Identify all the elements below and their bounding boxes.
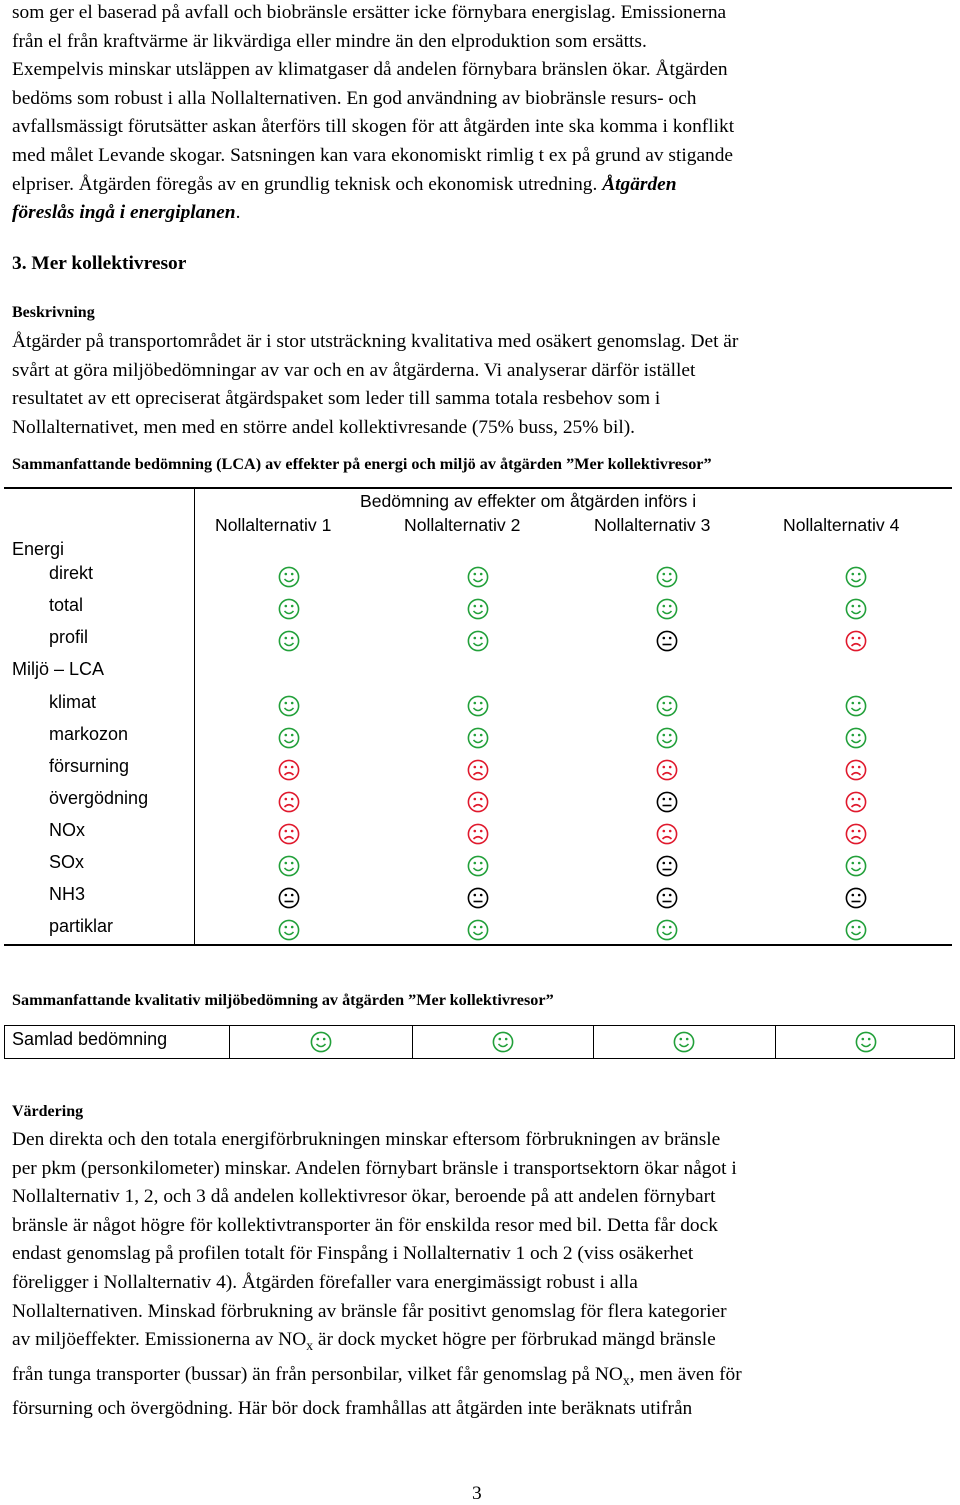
table-divider [229,1025,230,1059]
happy-face-icon [855,1031,877,1053]
text-line: Nollalternativen. Minskad förbrukning av bränsle får positivt genomslag för flera kategorier [12,1300,727,1322]
sad-face-icon [656,823,678,845]
text-line: per pkm (personkilometer) minskar. Andelen förnybart bränsle i transportsektorn ökar något i [12,1157,737,1179]
table-divider [412,1025,413,1059]
emphasis-text: föreslås ingå i energiplanen [12,202,236,224]
evaluation-paragraph [12,1126,947,1424]
sad-face-icon [845,823,867,845]
text-fragment: . [235,202,241,224]
description-heading: Beskrivning [12,304,95,321]
text-line: Exempelvis minskar utsläppen av klimatgaser då andelen förnybara bränslen ökar. Åtgärden [12,59,728,81]
row-label: SOx [49,852,85,872]
table-divider [194,488,195,944]
text-line: som ger el baserad på avfall och biobränsle ersätter icke förnybara energislag. Emissionerna [12,2,727,23]
happy-face-icon [492,1031,514,1053]
page-number: 3 [472,1483,482,1504]
happy-face-icon [845,695,867,717]
happy-face-icon [278,630,300,652]
text-fragment: av miljöeffekter. Emissionerna av NO [12,1329,307,1351]
row-label: NH3 [49,884,86,904]
text-line: bränsle är något högre för kollektivtransporter än för enskilda resor med bil. Detta får dock [12,1214,718,1236]
text-line: med målet Levande skogar. Satsningen kan vara ekonomiskt rimlig t ex på grund av stigande [12,144,734,166]
happy-face-icon [467,919,489,941]
table-divider [775,1025,776,1059]
text-line [12,199,947,228]
table-bottom-border [4,944,952,946]
text-line: föreligger i Nollalternativ 4). Åtgärden förefaller vara energimässigt robust i alla [12,1271,638,1293]
table-divider [593,1025,594,1059]
column-header: Nollalternativ 3 [594,515,711,535]
evaluation-heading: Värdering [12,1103,84,1120]
happy-face-icon [467,855,489,877]
text-line: Åtgärder på transportområdet är i stor utsträckning kvalitativa med osäkert genomslag. Det är [12,331,739,352]
happy-face-icon [467,695,489,717]
neutral-face-icon [656,855,678,877]
text-line: avfallsmässigt förutsätter askan återförs till skogen för att åtgärden inte ska komma i konflikt [12,116,735,138]
happy-face-icon [278,855,300,877]
sad-face-icon [845,791,867,813]
sad-face-icon [845,630,867,652]
sad-face-icon [467,823,489,845]
row-label: NOx [49,820,85,840]
sad-face-icon [278,759,300,781]
row-label: total [49,595,84,615]
section-heading: 3. Mer kollektivresor [12,253,187,274]
row-label: klimat [49,692,97,712]
happy-face-icon [278,727,300,749]
happy-face-icon [845,855,867,877]
text-line: resultatet av ett opreciserat åtgärdspaket som leder till samma totala resbehov som i [12,388,661,410]
section-label-energy: Energi [12,539,65,559]
sad-face-icon [278,823,300,845]
sad-face-icon [278,791,300,813]
neutral-face-icon [656,630,678,652]
sad-face-icon [467,759,489,781]
neutral-face-icon [656,791,678,813]
text-line: endast genomslag på profilen totalt för Finspång i Nollalternativ 1 och 2 (viss osäkerhet [12,1243,694,1265]
group-header: Bedömning av effekter om åtgärden införs i [360,491,697,511]
summary-row-label: Samlad bedömning [12,1029,168,1049]
text-line: Nollalternativet, men med en större andel kollektivresande (75% buss, 25% bil). [12,416,636,438]
text-line: bedöms som robust i alla Nollalternativen. En god användning av biobränsle resurs- och [12,87,697,109]
row-label: partiklar [49,916,114,936]
happy-face-icon [656,695,678,717]
table2-caption: Sammanfattande kvalitativ miljöbedömning av åtgärden ”Mer kollektivresor” [12,991,554,1009]
table1-caption: Sammanfattande bedömning (LCA) av effekter på energi och miljö av åtgärden ”Mer kollektivresor” [12,455,712,473]
happy-face-icon [467,598,489,620]
sad-face-icon [845,759,867,781]
intro-paragraph [12,0,947,228]
row-label: profil [49,627,89,647]
sad-face-icon [656,759,678,781]
happy-face-icon [845,727,867,749]
neutral-face-icon [656,887,678,909]
happy-face-icon [278,566,300,588]
table-top-border [4,487,952,489]
happy-face-icon [278,695,300,717]
row-label: försurning [49,756,130,776]
text-fragment: från tunga transporter (bussar) än från personbilar, vilket får genomslag på NO [12,1363,623,1385]
happy-face-icon [673,1031,695,1053]
row-label: övergödning [49,788,149,808]
neutral-face-icon [845,887,867,909]
happy-face-icon [310,1031,332,1053]
text-line: svårt at göra miljöbedömningar av var och en av åtgärderna. Vi analyserar därför istället [12,359,696,381]
text-line: Nollalternativ 1, 2, och 3 då andelen kollektivresor ökar, beroende på att andelen förnybart [12,1186,716,1208]
row-label: direkt [49,563,94,583]
emphasis-text: Åtgärden [602,173,677,195]
column-header: Nollalternativ 1 [215,515,332,535]
neutral-face-icon [278,887,300,909]
happy-face-icon [656,598,678,620]
text-line: Den direkta och den totala energiförbrukningen minskar eftersom förbrukningen av bränsle [12,1129,721,1150]
text-line [12,171,947,200]
happy-face-icon [467,630,489,652]
happy-face-icon [656,919,678,941]
text-line: från el från kraftvärme är likvärdiga eller mindre än den elproduktion som ersätts. [12,30,647,52]
happy-face-icon [656,727,678,749]
neutral-face-icon [467,887,489,909]
happy-face-icon [845,919,867,941]
happy-face-icon [845,566,867,588]
section-label-environment: Miljö – LCA [12,659,105,679]
description-paragraph [12,328,947,442]
happy-face-icon [467,566,489,588]
happy-face-icon [278,598,300,620]
subscript: x [622,1372,630,1388]
row-label: markozon [49,724,129,744]
text-line [12,1326,947,1360]
text-line [12,1361,947,1395]
happy-face-icon [278,919,300,941]
text-line: försurning och övergödning. Här bör dock framhållas att åtgärden inte beräknats utifrån [12,1398,693,1420]
text-fragment: , men även för [629,1363,742,1385]
subscript: x [306,1338,313,1354]
column-header: Nollalternativ 2 [404,515,521,535]
text-fragment: är dock mycket högre per förbrukad mängd bränsle [313,1329,716,1351]
happy-face-icon [845,598,867,620]
happy-face-icon [467,727,489,749]
text-fragment: elpriser. Åtgärden föregås av en grundlig teknisk och ekonomisk utredning. [12,173,603,195]
sad-face-icon [467,791,489,813]
column-header: Nollalternativ 4 [783,515,900,535]
happy-face-icon [656,566,678,588]
